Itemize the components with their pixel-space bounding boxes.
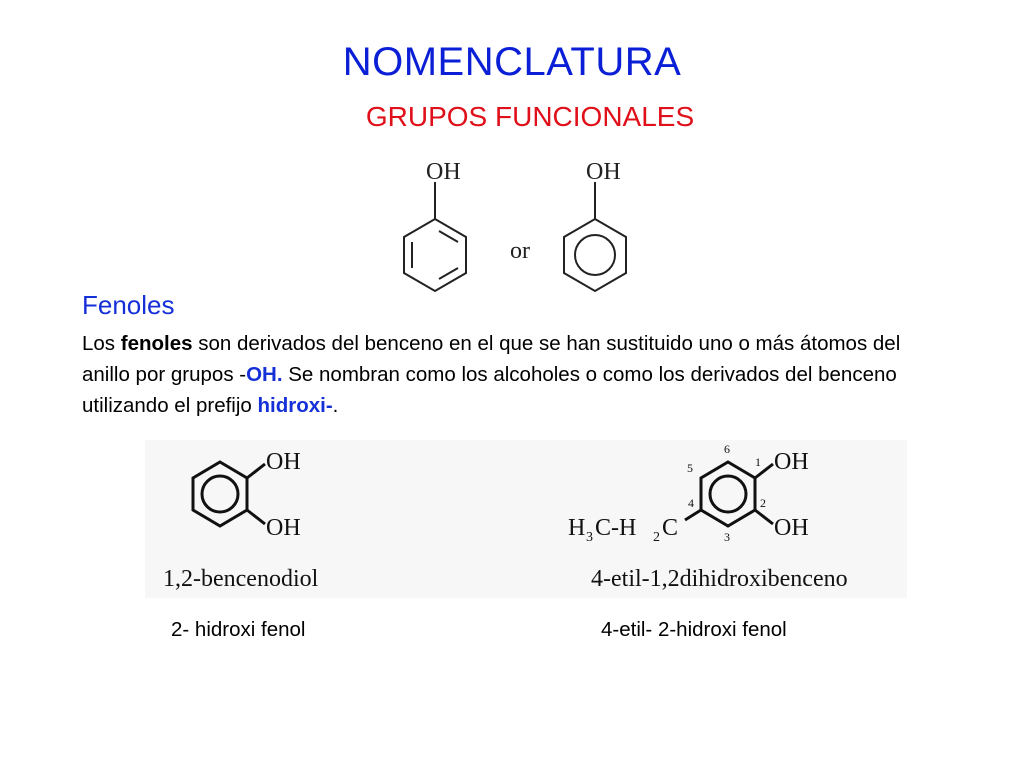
- position-6: 6: [724, 442, 730, 456]
- caption-example-2: 4-etil- 2-hidroxi fenol: [601, 618, 787, 641]
- phenol-oh-label-2: OH: [586, 159, 621, 185]
- page-title: NOMENCLATURA: [342, 40, 682, 84]
- ethyl-sub-3: 3: [586, 530, 593, 545]
- para-text-3: Se nombran como los alcoholes o como los derivados del benceno utilizando el prefijo: [82, 363, 897, 417]
- phenol-oh-label: OH: [426, 159, 461, 185]
- ethyl-substituent: [568, 515, 678, 545]
- phenol-structures: [395, 150, 645, 295]
- position-5: 5: [687, 461, 693, 475]
- description-paragraph: [82, 328, 942, 421]
- caption-example-1: 2- hidroxi fenol: [171, 618, 306, 641]
- page-subtitle: GRUPOS FUNCIONALES: [365, 101, 695, 132]
- ethyl-h: H: [568, 515, 586, 541]
- para-prefix-highlight: hidroxi-: [257, 394, 333, 417]
- para-bold-fenoles: fenoles: [120, 332, 193, 355]
- para-text-2: son derivados del benceno en el que se han sustituido uno o más átomos del anillo por grupos -: [82, 332, 901, 386]
- ex1-oh-bottom: OH: [266, 515, 301, 541]
- ethyl-c: C: [662, 515, 679, 541]
- or-label: or: [510, 238, 530, 264]
- ethyl-sub-2: 2: [653, 530, 660, 545]
- ex2-oh-top: OH: [774, 449, 809, 475]
- position-1: 1: [755, 455, 761, 469]
- ex2-name: 4-etil-1,2dihidroxibenceno: [591, 566, 848, 592]
- ex1-name: 1,2-bencenodiol: [163, 566, 319, 592]
- ex1-oh-top: OH: [266, 449, 301, 475]
- etil-dihidroxibenceno-structure: [685, 462, 773, 526]
- para-text-1: Los: [82, 332, 121, 355]
- section-heading: Fenoles: [82, 290, 175, 320]
- phenol-kekule-structure: [404, 182, 466, 291]
- para-text-end: .: [332, 394, 339, 417]
- ex2-oh-bottom: OH: [774, 515, 809, 541]
- bencenodiol-structure: [193, 462, 265, 526]
- examples-figure: [145, 440, 907, 598]
- para-oh-highlight: OH.: [246, 363, 283, 386]
- position-3: 3: [724, 530, 730, 544]
- position-4: 4: [688, 496, 694, 510]
- position-2: 2: [760, 496, 766, 510]
- phenol-aromatic-structure: [564, 182, 626, 291]
- ethyl-ch: C-H: [595, 515, 637, 541]
